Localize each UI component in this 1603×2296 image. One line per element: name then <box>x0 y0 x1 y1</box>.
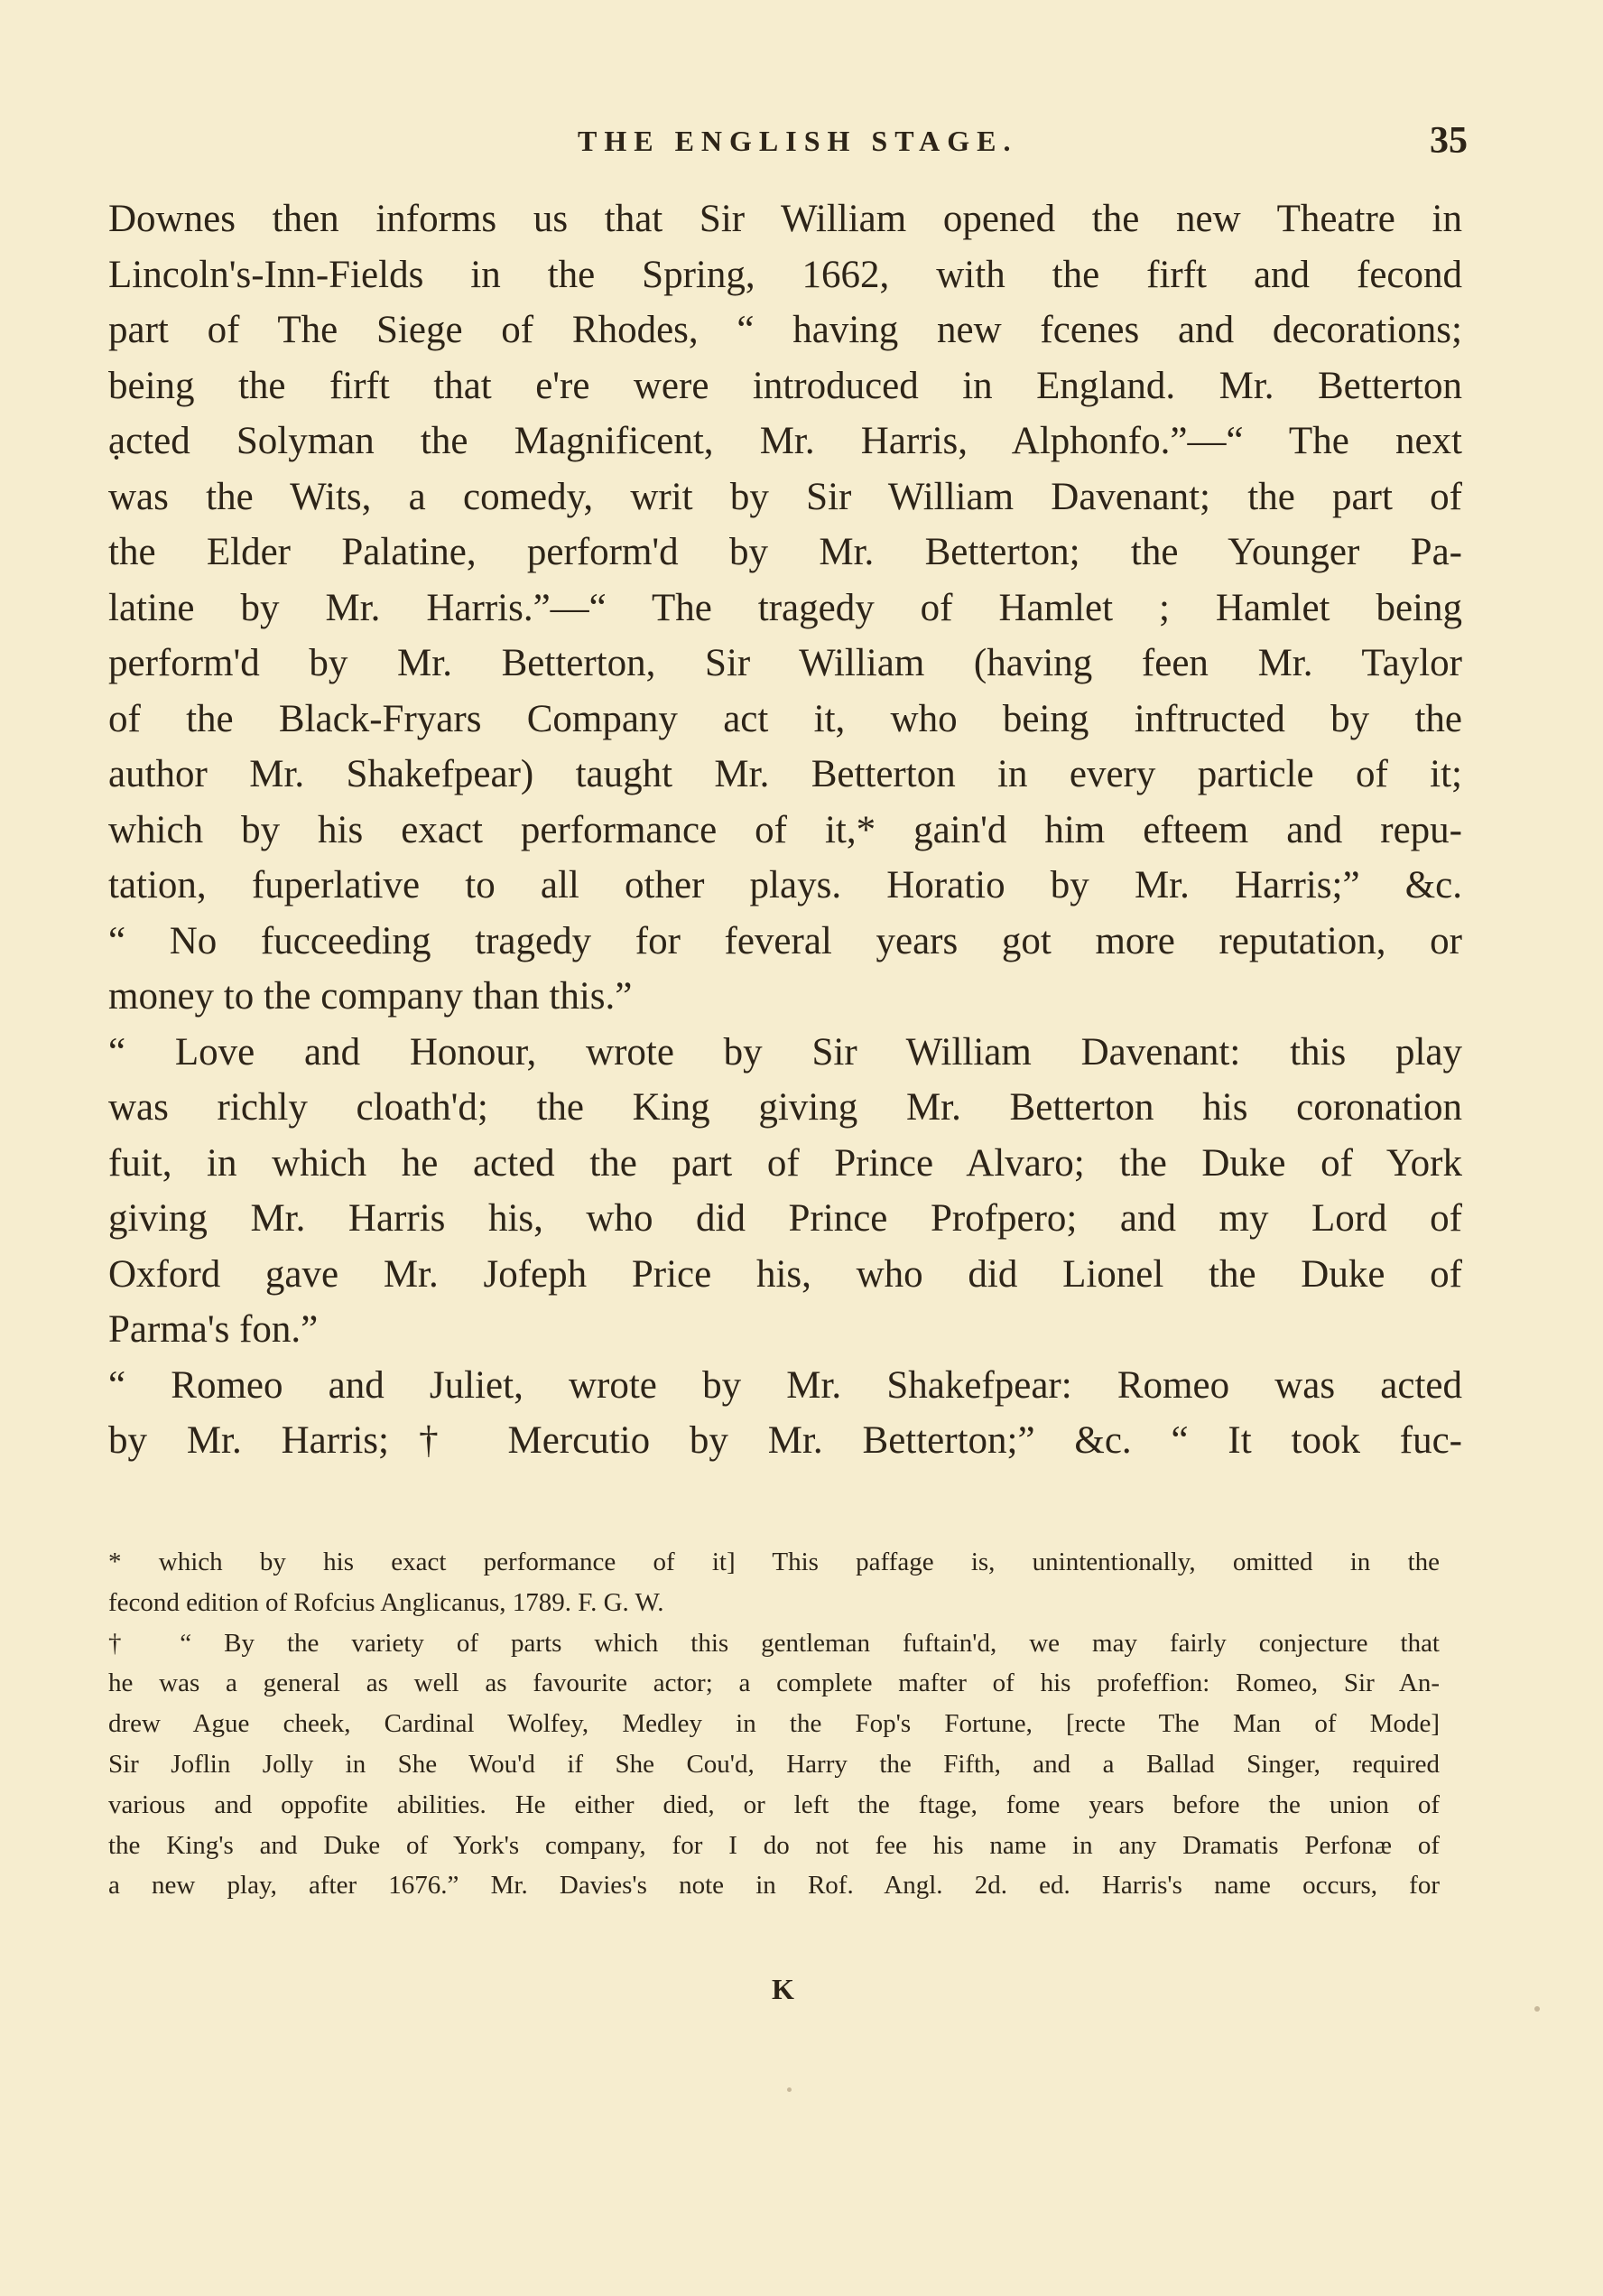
body-line: being the firft that e're were introduced in England. Mr. Betterton <box>108 364 1462 407</box>
running-head <box>108 120 1468 170</box>
page-number: 35 <box>1430 120 1468 162</box>
footnotes <box>108 1542 1440 1906</box>
body-line: ạcted Solyman the Magnificent, Mr. Harris, Alphonfo.”—“ The next <box>108 420 1462 462</box>
body-line: Parma's fon.” <box>108 1308 319 1351</box>
body-line: “ Love and Honour, wrote by Sir William Davenant: this play <box>108 1030 1462 1074</box>
body-line: part of The Siege of Rhodes, “ having new fcenes and decorations; <box>108 309 1462 351</box>
body-line: latine by Mr. Harris.”—“ The tragedy of Hamlet ; Hamlet being <box>108 586 1462 629</box>
footnote-line: * which by his exact performance of it] This paffage is, unintentionally, omitted in the <box>108 1548 1440 1576</box>
footnote-line: he was a general as well as favourite actor; a complete mafter of his profeffion: Romeo, Sir An- <box>108 1669 1440 1698</box>
footnote-line: a new play, after 1676.” Mr. Davies's note in Rof. Angl. 2d. ed. Harris's name occurs, for <box>108 1871 1440 1901</box>
body-line: the Elder Palatine, perform'd by Mr. Betterton; the Younger Pa- <box>108 531 1462 573</box>
body-line: “ No fucceeding tragedy for feveral years got more reputation, or <box>108 919 1462 962</box>
paper-speck <box>787 2087 792 2092</box>
footnote-line: Sir Joflin Jolly in She Wou'd if She Cou'd, Harry the Fifth, and a Ballad Singer, required <box>108 1749 1440 1779</box>
footnote-line: drew Ague cheek, Cardinal Wolfey, Medley in the Fop's Fortune, [recte The Man of Mode] <box>108 1709 1440 1739</box>
running-head-title: THE ENGLISH STAGE. <box>578 125 1018 157</box>
body-line: by Mr. Harris;† Mercutio by Mr. Betterton;” &c. “ It took fuc- <box>108 1419 1462 1462</box>
body-line: Oxford gave Mr. Jofeph Price his, who did Lionel the Duke of <box>108 1252 1462 1296</box>
body-line: fuit, in which he acted the part of Prince Alvaro; the Duke of York <box>108 1141 1462 1185</box>
body-line: Lincoln's-Inn-Fields in the Spring, 1662, with the firft and fecond <box>108 253 1462 296</box>
body-line: giving Mr. Harris his, who did Prince Profpero; and my Lord of <box>108 1197 1462 1240</box>
body-line: of the Black-Fryars Company act it, who being inftructed by the <box>108 697 1462 740</box>
body-text <box>108 191 1462 1469</box>
paper-speck <box>1534 2006 1540 2012</box>
body-line: Downes then informs us that Sir William opened the new Theatre in <box>108 198 1462 240</box>
body-line: which by his exact performance of it,* gain'd him efteem and repu- <box>108 808 1462 851</box>
signature-mark: K <box>772 1973 794 2005</box>
body-line: was the Wits, a comedy, writ by Sir William Davenant; the part of <box>108 475 1462 518</box>
body-line: money to the company than this.” <box>108 975 633 1018</box>
body-line: “ Romeo and Juliet, wrote by Mr. Shakefpear: Romeo was acted <box>108 1363 1462 1407</box>
body-line: was richly cloath'd; the King giving Mr. Betterton his coronation <box>108 1086 1462 1129</box>
body-line: author Mr. Shakefpear) taught Mr. Betterton in every particle of it; <box>108 753 1462 795</box>
body-line: tation, fuperlative to all other plays. Horatio by Mr. Harris;” &c. <box>108 864 1462 906</box>
footnote-line: various and oppofite abilities. He either died, or left the ftage, fome years before the union of <box>108 1789 1440 1819</box>
footnote-line: the King's and Duke of York's company, for I do not fee his name in any Dramatis Perfonæ of <box>108 1830 1440 1860</box>
footnote-line: fecond edition of Rofcius Anglicanus, 1789. F. G. W. <box>108 1587 664 1617</box>
footnote-line: † “ By the variety of parts which this gentleman fuftain'd, we may fairly conjecture that <box>108 1628 1440 1658</box>
body-line: perform'd by Mr. Betterton, Sir William (having feen Mr. Taylor <box>108 642 1462 684</box>
